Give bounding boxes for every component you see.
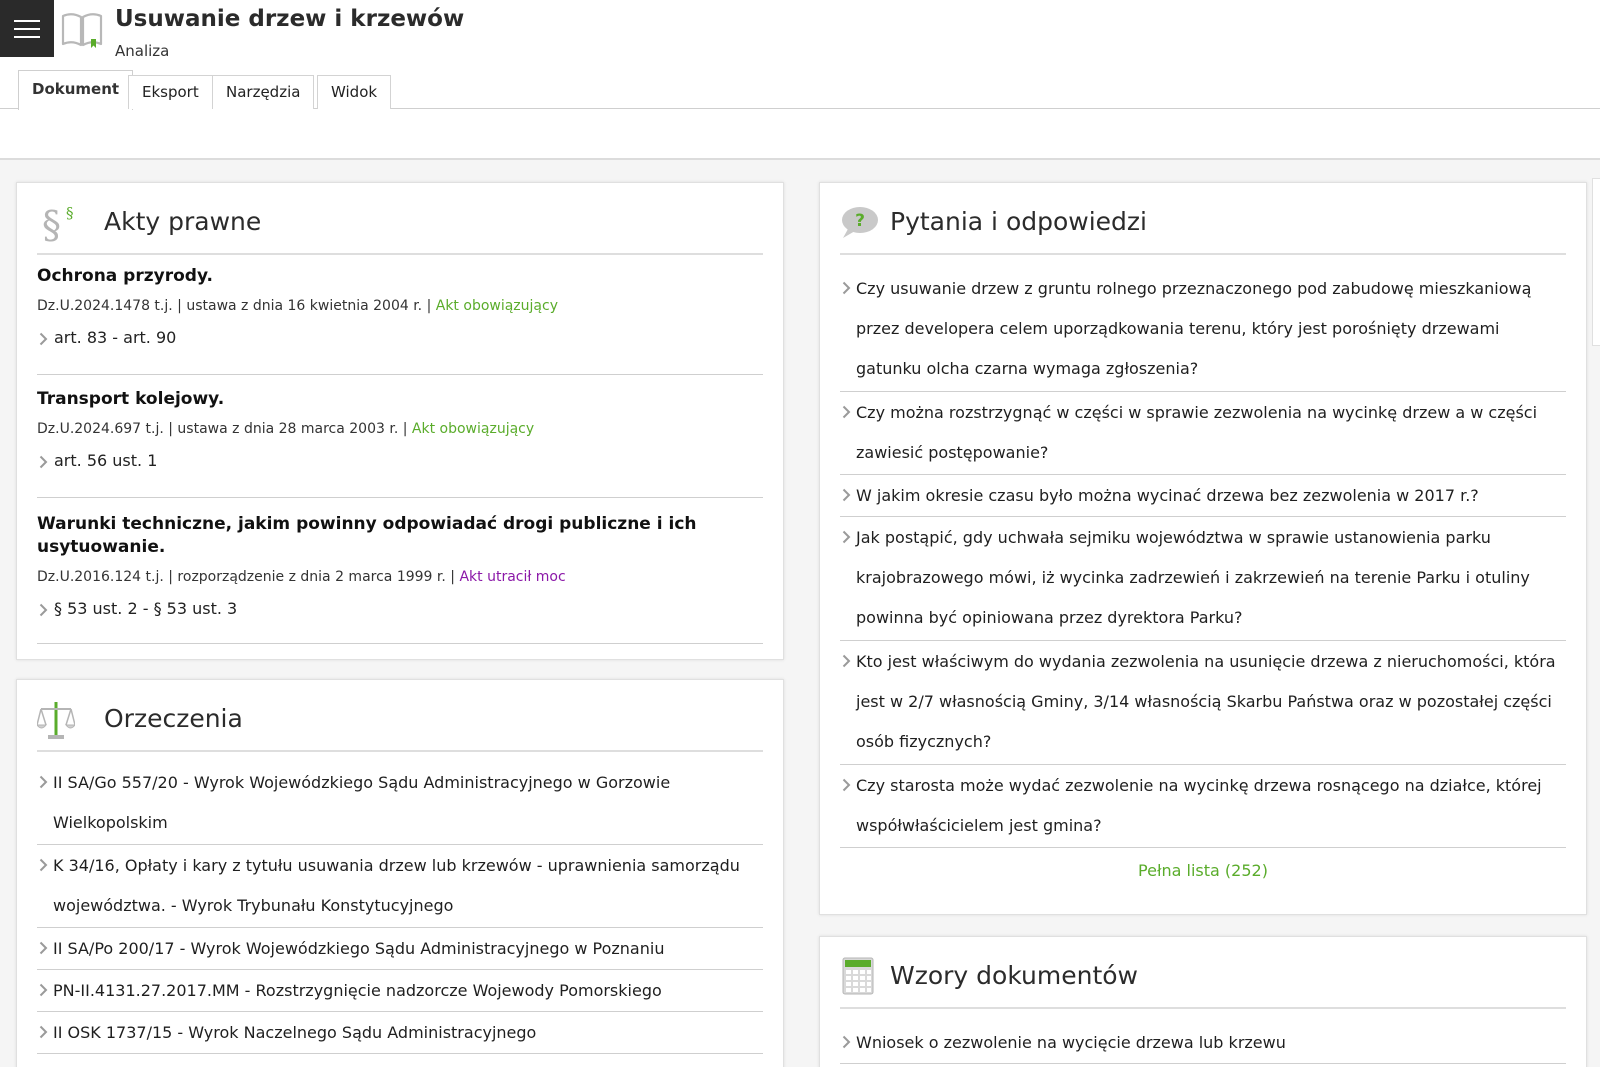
- hamburger-icon-bar: [14, 28, 40, 30]
- qa-question-label: Czy usuwanie drzew z gruntu rolnego przeznaczonego pod zabudowę mieszkaniową przez developera celem uporządkowania terenu, który jest porośnięty drzewami gatunku olcha czarna wymaga zgłoszenia?: [856, 279, 1532, 378]
- legal-act-status[interactable]: Akt obowiązujący: [435, 298, 558, 314]
- ruling-label: K 34/16, Opłaty i kary z tytułu usuwania drzew lub krzewów - uprawnienia samorządu województwa. - Wyrok Trybunału Konstytucyjnego: [53, 856, 740, 915]
- rulings-header: [37, 696, 763, 752]
- legal-act-status[interactable]: Akt utracił moc: [459, 569, 566, 585]
- qa-question-label: Kto jest właściwym do wydania zezwolenia na usunięcie drzewa z nieruchomości, która jest w 2/7 własnością Gminy, 3/14 własnością Skarbu Państwa oraz w pozostałej części osób fizycznych?: [856, 652, 1556, 751]
- legal-act-article-label: § 53 ust. 2 - § 53 ust. 3: [54, 599, 238, 618]
- ruling-item[interactable]: [37, 1013, 763, 1054]
- qa-full-list-link[interactable]: Pełna lista (252): [1138, 861, 1268, 880]
- scales-icon: [37, 699, 75, 741]
- svg-text:?: ?: [855, 211, 865, 231]
- qa-question-label: W jakim okresie czasu było można wycinać drzewa bez zezwolenia w 2017 r.?: [856, 486, 1479, 505]
- qa-question-label: Jak postąpić, gdy uchwała sejmiku województwa w sprawie ustanowienia parku krajobrazowego mówi, iż wycinka zadrzewień i zakrzewień na terenie Parku i otuliny powinna być opiniowana przez dyrektora Parku?: [856, 528, 1530, 627]
- tab-dokument[interactable]: Dokument: [18, 70, 133, 110]
- chevron-right-icon: [842, 281, 851, 295]
- chevron-right-icon: [39, 1025, 48, 1039]
- legal-act-title[interactable]: Warunki techniczne, jakim powinny odpowiadać drogi publiczne i ich usytuowanie.: [37, 514, 697, 557]
- chevron-right-icon: [39, 603, 48, 617]
- chevron-right-icon: [39, 455, 48, 469]
- chevron-right-icon: [842, 778, 851, 792]
- hamburger-icon-bar: [14, 36, 40, 38]
- qa-question-label: Czy można rozstrzygnąć w części w sprawie zezwolenia na wycinkę drzew a w części zawiesić postępowanie?: [856, 403, 1538, 462]
- templates-panel: [819, 936, 1587, 1067]
- qa-question-item[interactable]: [840, 518, 1566, 641]
- template-item[interactable]: [840, 1023, 1566, 1064]
- legal-act-article-link[interactable]: [37, 328, 763, 352]
- legal-act-reference: Dz.U.2024.1478 t.j. | ustawa z dnia 16 kwietnia 2004 r. |: [37, 298, 432, 314]
- svg-text:§: §: [66, 204, 74, 222]
- legal-acts-title: Akty prawne: [104, 207, 262, 236]
- legal-act-article-label: art. 83 - art. 90: [54, 328, 177, 347]
- qa-header: [840, 199, 1566, 255]
- qa-question-item[interactable]: [840, 269, 1566, 392]
- ruling-item[interactable]: [37, 846, 763, 928]
- ruling-item[interactable]: [37, 929, 763, 970]
- templates-header: [840, 953, 1566, 1009]
- chevron-right-icon: [39, 332, 48, 346]
- hamburger-menu-button[interactable]: [0, 0, 54, 57]
- chevron-right-icon: [39, 775, 48, 789]
- book-icon: [60, 8, 104, 50]
- qa-title: Pytania i odpowiedzi: [890, 207, 1147, 236]
- page-subtitle: Analiza: [115, 42, 170, 60]
- ruling-label: PN-II.4131.27.2017.MM - Rozstrzygnięcie nadzorcze Wojewody Pomorskiego: [53, 981, 662, 1000]
- paragraph-icon: [42, 202, 80, 244]
- chevron-right-icon: [842, 530, 851, 544]
- side-panel-edge: [1592, 178, 1600, 346]
- legal-act-article-link[interactable]: [37, 451, 763, 475]
- chevron-right-icon: [842, 654, 851, 668]
- legal-act-meta: [37, 569, 763, 585]
- ruling-label: II SA/Po 200/17 - Wyrok Wojewódzkiego Sądu Administracyjnego w Poznaniu: [53, 939, 665, 958]
- legal-act-article-link[interactable]: [37, 599, 763, 623]
- tab-widok[interactable]: Widok: [317, 75, 391, 109]
- legal-act-title[interactable]: Transport kolejowy.: [37, 389, 225, 409]
- form-calculator-icon: [842, 957, 874, 995]
- tab-narzedzia[interactable]: Narzędzia: [212, 75, 314, 109]
- qa-question-item[interactable]: [840, 393, 1566, 475]
- chevron-right-icon: [39, 941, 48, 955]
- ruling-item[interactable]: [37, 971, 763, 1012]
- ruling-label: II OSK 1737/15 - Wyrok Naczelnego Sądu Administracyjnego: [53, 1023, 537, 1042]
- legal-act-title[interactable]: Ochrona przyrody.: [37, 266, 213, 286]
- chevron-right-icon: [39, 858, 48, 872]
- qa-question-item[interactable]: [840, 642, 1566, 765]
- qa-question-item[interactable]: [840, 476, 1566, 517]
- svg-text:§: §: [42, 203, 61, 244]
- legal-act-article-label: art. 56 ust. 1: [54, 451, 158, 470]
- question-bubble-icon: [840, 205, 880, 239]
- tab-bar: [0, 70, 1600, 109]
- qa-question-item[interactable]: [840, 766, 1566, 848]
- ruling-item[interactable]: [37, 763, 763, 845]
- legal-acts-panel: [16, 182, 784, 660]
- legal-act-item: [37, 513, 763, 644]
- chevron-right-icon: [842, 1035, 851, 1049]
- legal-act-item: [37, 265, 763, 375]
- legal-act-reference: Dz.U.2024.697 t.j. | ustawa z dnia 28 marca 2003 r. |: [37, 421, 408, 437]
- legal-act-meta: [37, 421, 763, 437]
- tab-eksport[interactable]: Eksport: [128, 75, 213, 109]
- app-header: [0, 0, 1600, 160]
- legal-act-meta: [37, 298, 763, 314]
- legal-acts-header: [37, 199, 763, 255]
- page-title: Usuwanie drzew i krzewów: [115, 6, 465, 32]
- qa-question-label: Czy starosta może wydać zezwolenie na wycinkę drzewa rosnącego na działce, której współwłaścicielem jest gmina?: [856, 776, 1542, 835]
- chevron-right-icon: [842, 405, 851, 419]
- hamburger-icon-bar: [14, 20, 40, 22]
- template-label: Wniosek o zezwolenie na wycięcie drzewa lub krzewu: [856, 1033, 1286, 1052]
- rulings-panel: [16, 679, 784, 1067]
- rulings-title: Orzeczenia: [104, 704, 243, 733]
- ruling-label: II SA/Go 557/20 - Wyrok Wojewódzkiego Sądu Administracyjnego w Gorzowie Wielkopolskim: [53, 773, 671, 832]
- legal-act-status[interactable]: Akt obowiązujący: [411, 421, 535, 437]
- legal-act-reference: Dz.U.2016.124 t.j. | rozporządzenie z dnia 2 marca 1999 r. |: [37, 569, 455, 585]
- legal-act-item: [37, 388, 763, 498]
- chevron-right-icon: [39, 983, 48, 997]
- templates-title: Wzory dokumentów: [890, 961, 1138, 990]
- chevron-right-icon: [842, 488, 851, 502]
- qa-panel: [819, 182, 1587, 915]
